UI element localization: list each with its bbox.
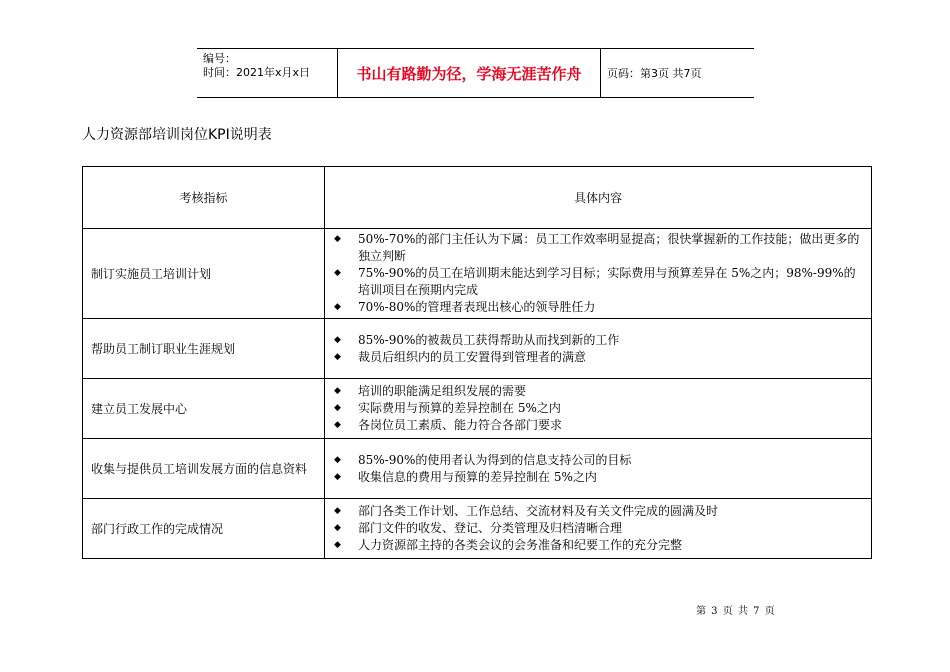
kpi-detail-list: [333, 332, 865, 366]
list-item-text: 部门各类工作计划、工作总结、交流材料及有关文件完成的圆满及时: [358, 504, 719, 518]
kpi-details: [325, 319, 872, 379]
diamond-bullet-icon: ◆: [334, 334, 341, 345]
list-item: [333, 349, 865, 366]
list-item-text: 培训的职能满足组织发展的需要: [358, 384, 527, 398]
table-row: [83, 229, 872, 319]
diamond-bullet-icon: ◆: [334, 351, 341, 362]
list-item: [333, 537, 865, 554]
column-header-details: 具体内容: [325, 167, 872, 229]
list-item: [333, 400, 865, 417]
diamond-bullet-icon: ◆: [334, 302, 341, 312]
list-item-text: 50%-70%的部门主任认为下属：员工工作效率明显提高；很快掌握新的工作技能；做出更多的独立判断: [358, 232, 860, 263]
list-item: [333, 503, 865, 520]
list-item: [333, 469, 865, 486]
date-text: 时间：2021年x月x日: [203, 66, 311, 79]
list-item: [333, 231, 865, 265]
diamond-bullet-icon: ◆: [334, 386, 341, 396]
table-row: [83, 439, 872, 499]
kpi-details: [325, 229, 872, 319]
diamond-bullet-icon: ◆: [334, 523, 341, 533]
kpi-detail-list: [333, 383, 865, 434]
list-item-text: 裁员后组织内的员工安置得到管理者的满意: [358, 349, 587, 364]
kpi-indicator: 收集与提供员工培训发展方面的信息资料: [83, 439, 325, 499]
list-item-text: 部门文件的收发、登记、分类管理及归档清晰合理: [358, 521, 623, 535]
page-info: 页码：第3页 共7页: [607, 67, 702, 80]
kpi-detail-list: [333, 503, 865, 554]
diamond-bullet-icon: ◆: [334, 454, 341, 465]
kpi-table: [82, 166, 872, 559]
list-item: [333, 383, 865, 400]
diamond-bullet-icon: ◆: [334, 403, 341, 413]
kpi-indicator: 部门行政工作的完成情况: [83, 499, 325, 559]
table-row: [83, 319, 872, 379]
list-item-text: 实际费用与预算的差异控制在 5%之内: [358, 401, 561, 415]
list-item-text: 人力资源部主持的各类会议的会务准备和纪要工作的充分完整: [358, 538, 683, 552]
document-title: 人力资源部培训岗位KPI说明表: [82, 127, 272, 143]
table-header-row: [83, 167, 872, 229]
list-item-text: 75%-90%的员工在培训期末能达到学习目标；实际费用与预算差异在 5%之内；98%-99%的培训项目在预期内完成: [358, 266, 856, 297]
diamond-bullet-icon: ◆: [334, 506, 341, 516]
kpi-details: [325, 379, 872, 439]
table-body: [83, 229, 872, 559]
diamond-bullet-icon: ◆: [334, 234, 341, 244]
list-item: [333, 332, 865, 349]
list-item-text: 85%-90%的使用者认为得到的信息支持公司的目标: [358, 452, 632, 467]
list-item-text: 收集信息的费用与预算的差异控制在 5%之内: [358, 469, 597, 484]
list-item: [333, 299, 865, 316]
kpi-detail-list: [333, 231, 865, 316]
table-row: [83, 379, 872, 439]
page-header: [197, 48, 754, 98]
diamond-bullet-icon: ◆: [334, 268, 341, 278]
kpi-indicator: 制订实施员工培训计划: [83, 229, 325, 319]
motto-text: 书山有路勤为径，学海无涯苦作舟: [338, 49, 601, 97]
column-header-indicator: 考核指标: [83, 167, 325, 229]
diamond-bullet-icon: ◆: [334, 420, 341, 430]
diamond-bullet-icon: ◆: [334, 471, 341, 482]
list-item-text: 70%-80%的管理者表现出核心的领导胜任力: [358, 300, 596, 314]
table-row: [83, 499, 872, 559]
list-item: [333, 452, 865, 469]
kpi-details: [325, 499, 872, 559]
list-item: [333, 520, 865, 537]
list-item-text: 85%-90%的被裁员工获得帮助从而找到新的工作: [358, 332, 620, 347]
page-footer: 第 3 页 共 7 页: [696, 606, 776, 617]
list-item: [333, 265, 865, 299]
kpi-indicator: 帮助员工制订职业生涯规划: [83, 319, 325, 379]
number-label: 编号：: [203, 52, 236, 65]
list-item: [333, 417, 865, 434]
kpi-indicator: 建立员工发展中心: [83, 379, 325, 439]
diamond-bullet-icon: ◆: [334, 540, 341, 550]
kpi-details: [325, 439, 872, 499]
header-meta: [197, 49, 338, 97]
kpi-detail-list: [333, 452, 865, 486]
list-item-text: 各岗位员工素质、能力符合各部门要求: [358, 418, 563, 432]
